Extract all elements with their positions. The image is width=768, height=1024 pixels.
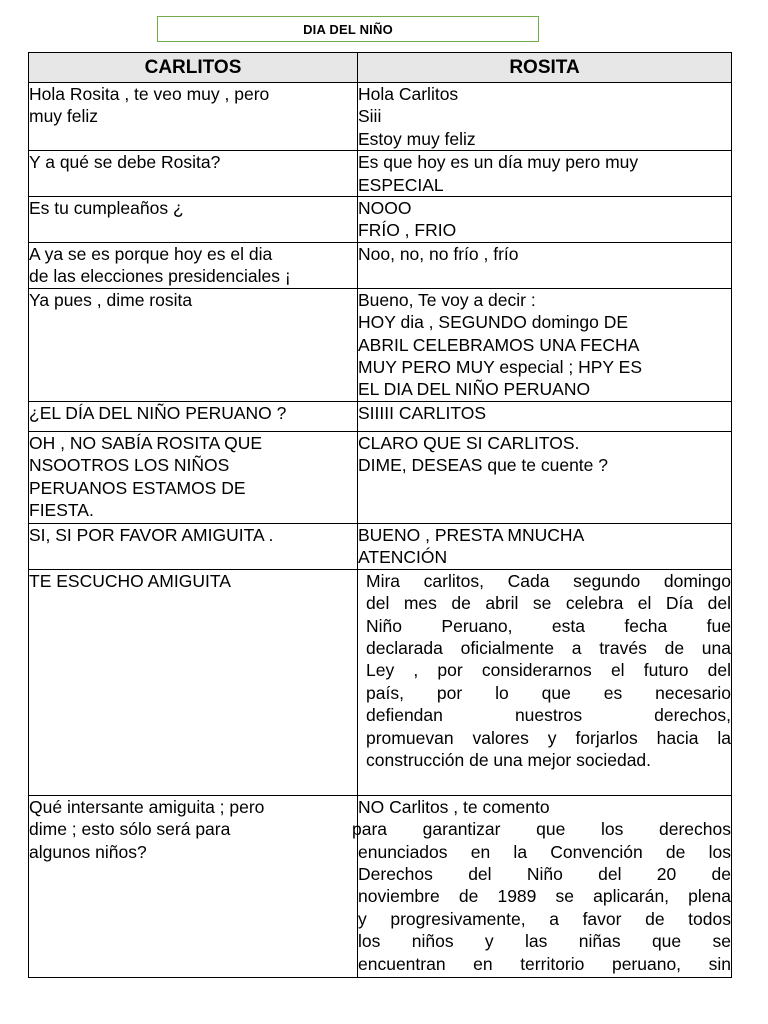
rosita-text: NO Carlitos , te comento bbox=[358, 796, 550, 817]
rosita-text: Bueno, Te voy a decir : bbox=[358, 289, 536, 310]
carlitos-line-cell bbox=[29, 83, 358, 151]
table-row bbox=[29, 523, 732, 569]
rosita-text: del mes de abril se celebra el Día del bbox=[366, 593, 731, 614]
table-header-row bbox=[29, 53, 732, 83]
header-carlitos: CARLITOS bbox=[29, 53, 358, 83]
rosita-text: BUENO , PRESTA MNUCHA bbox=[358, 524, 585, 545]
rosita-text: CLARO QUE SI CARLITOS. bbox=[358, 432, 580, 453]
rosita-text: encuentran en territorio peruano, sin bbox=[358, 953, 731, 974]
rosita-line-cell bbox=[358, 288, 732, 401]
carlitos-text: de las elecciones presidenciales ¡ bbox=[29, 266, 291, 287]
table-row bbox=[29, 83, 732, 151]
rosita-text: DIME, DESEAS que te cuente ? bbox=[358, 455, 608, 476]
rosita-text: Noo, no, no frío , frío bbox=[358, 244, 519, 265]
carlitos-line-cell bbox=[29, 431, 358, 523]
rosita-line-cell bbox=[358, 401, 732, 431]
rosita-text: defiendan nuestros derechos, bbox=[366, 705, 731, 726]
rosita-text: SIIIII CARLITOS bbox=[358, 402, 487, 423]
carlitos-text: muy feliz bbox=[29, 106, 99, 127]
document-title bbox=[157, 16, 539, 42]
carlitos-text: algunos niños? bbox=[29, 841, 147, 862]
rosita-text: Niño Peruano, esta fecha fue bbox=[366, 615, 731, 636]
table-row bbox=[29, 795, 732, 977]
carlitos-text: Ya pues , dime rosita bbox=[29, 289, 193, 310]
rosita-text: país, por lo que es necesario bbox=[366, 682, 731, 703]
carlitos-text: Hola Rosita , te veo muy , pero bbox=[29, 84, 270, 104]
table-row bbox=[29, 243, 732, 289]
table-row bbox=[29, 569, 732, 795]
rosita-text: Estoy muy feliz bbox=[358, 128, 476, 149]
rosita-line-cell bbox=[358, 569, 732, 795]
dialog-table bbox=[28, 52, 732, 978]
carlitos-text: Y a qué se debe Rosita? bbox=[29, 152, 221, 173]
rosita-text: los niños y las niñas que se bbox=[358, 931, 731, 952]
rosita-text: Es que hoy es un día muy pero muy bbox=[358, 152, 639, 173]
carlitos-line-cell bbox=[29, 243, 358, 289]
carlitos-text: FIESTA. bbox=[29, 500, 94, 521]
rosita-line-cell bbox=[352, 795, 732, 977]
carlitos-text: OH , NO SABÍA ROSITA QUE bbox=[29, 432, 263, 453]
rosita-text: Ley , por considerarnos el futuro del bbox=[366, 660, 731, 681]
carlitos-text: PERUANOS ESTAMOS DE bbox=[29, 477, 246, 498]
rosita-text: ABRIL CELEBRAMOS UNA FECHA bbox=[358, 334, 640, 355]
carlitos-line-cell bbox=[29, 569, 358, 795]
carlitos-text: NSOOTROS LOS NIÑOS bbox=[29, 455, 230, 476]
table-row bbox=[29, 401, 732, 431]
header-rosita: ROSITA bbox=[358, 53, 732, 83]
table-row bbox=[29, 151, 732, 197]
rosita-text: ATENCIÓN bbox=[358, 547, 448, 568]
rosita-text: Mira carlitos, Cada segundo domingo bbox=[366, 570, 731, 591]
carlitos-line-cell bbox=[29, 523, 358, 569]
rosita-text: FRÍO , FRIO bbox=[358, 220, 457, 241]
rosita-text: y progresivamente, a favor de todos bbox=[358, 908, 731, 929]
rosita-line-cell bbox=[358, 83, 732, 151]
rosita-text: noviembre de 1989 se aplicarán, plena bbox=[358, 886, 731, 907]
rosita-line-cell bbox=[358, 243, 732, 289]
rosita-text: Siii bbox=[358, 106, 382, 127]
carlitos-text: ¿EL DÍA DEL NIÑO PERUANO ? bbox=[29, 402, 287, 423]
carlitos-text: dime ; esto sólo será para bbox=[29, 819, 231, 840]
carlitos-line-cell bbox=[29, 197, 358, 243]
rosita-line-cell bbox=[358, 431, 732, 523]
rosita-text: para garantizar que los derechos bbox=[352, 819, 731, 840]
title-text: DIA DEL NIÑO bbox=[303, 21, 393, 37]
rosita-text: NOOO bbox=[358, 198, 412, 219]
table-row bbox=[29, 431, 732, 523]
rosita-text: HOY dia , SEGUNDO domingo DE bbox=[358, 312, 629, 333]
carlitos-text: Es tu cumpleaños ¿ bbox=[29, 198, 184, 219]
table-row bbox=[29, 197, 732, 243]
carlitos-text: A ya se es porque hoy es el dia bbox=[29, 244, 273, 265]
carlitos-text: Qué intersante amiguita ; pero bbox=[29, 796, 265, 817]
rosita-text: declarada oficialmente a través de una bbox=[366, 637, 731, 658]
rosita-text: construcción de una mejor sociedad. bbox=[366, 749, 652, 770]
carlitos-line-cell bbox=[29, 288, 358, 401]
rosita-text: Derechos del Niño del 20 de bbox=[358, 863, 731, 884]
rosita-text: ESPECIAL bbox=[358, 174, 444, 195]
carlitos-text: TE ESCUCHO AMIGUITA bbox=[29, 570, 231, 591]
rosita-text: EL DIA DEL NIÑO PERUANO bbox=[358, 379, 591, 400]
carlitos-line-cell bbox=[29, 795, 358, 977]
carlitos-text: SI, SI POR FAVOR AMIGUITA . bbox=[29, 524, 274, 545]
rosita-text: Hola Carlitos bbox=[358, 84, 459, 104]
rosita-text: MUY PERO MUY especial ; HPY ES bbox=[358, 357, 642, 378]
rosita-line-cell bbox=[358, 523, 732, 569]
carlitos-line-cell bbox=[29, 151, 358, 197]
table-row bbox=[29, 288, 732, 401]
rosita-text: enunciados en la Convención de los bbox=[358, 841, 731, 862]
rosita-line-cell bbox=[358, 151, 732, 197]
rosita-text: promuevan valores y forjarlos hacia la bbox=[366, 727, 731, 748]
rosita-line-cell bbox=[358, 197, 732, 243]
carlitos-line-cell bbox=[29, 401, 358, 431]
